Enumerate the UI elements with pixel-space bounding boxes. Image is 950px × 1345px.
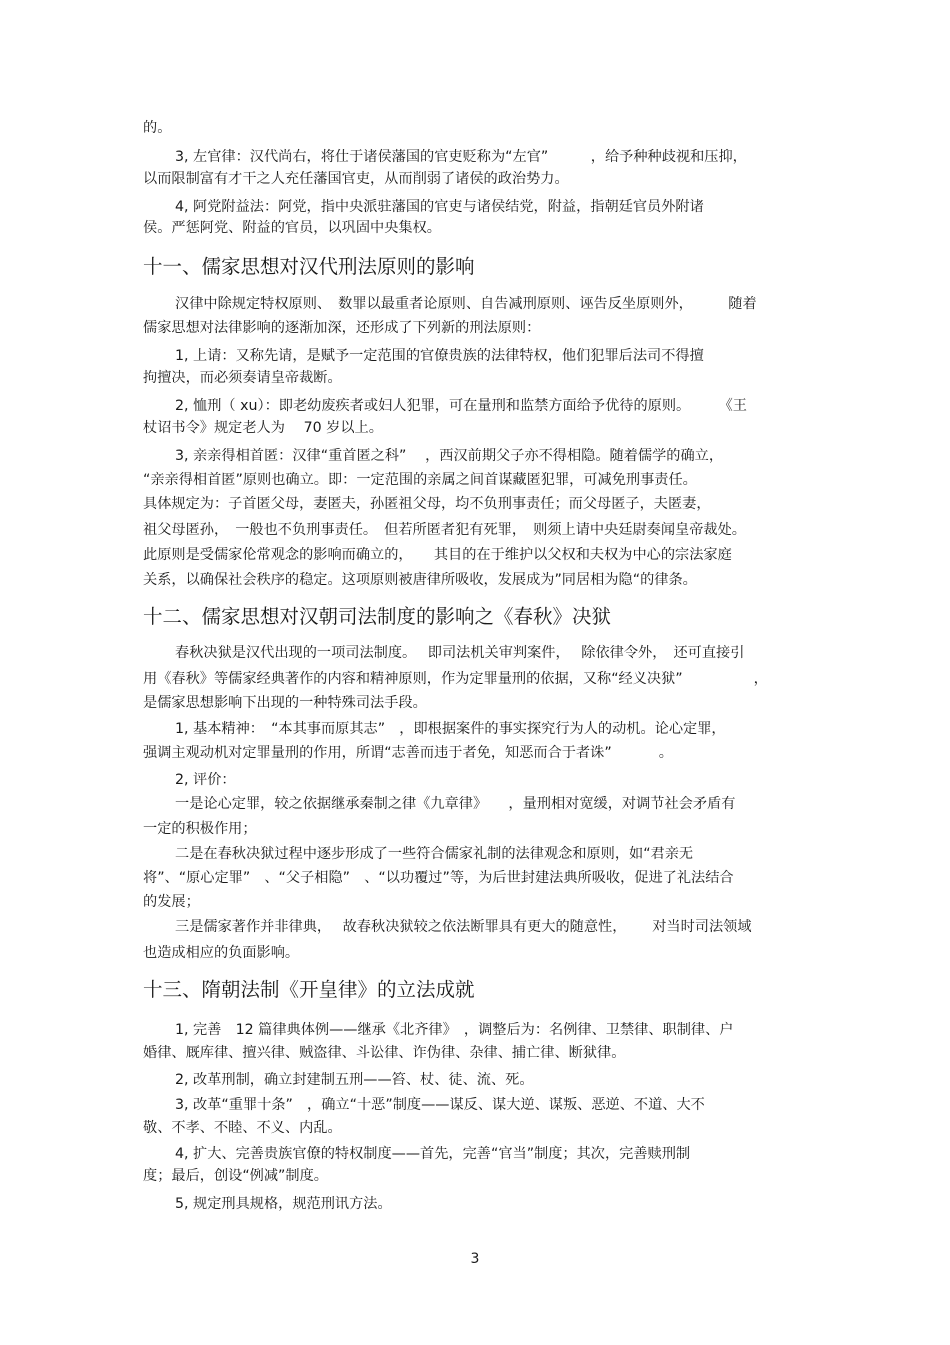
text-line: 一定的积极作用； bbox=[143, 821, 257, 837]
text-line: 2, 评价： bbox=[175, 772, 236, 788]
section-heading: 十三、隋朝法制《开皇律》的立法成就 bbox=[143, 978, 475, 1001]
text-line: 用《春秋》等儒家经典著作的内容和精神原则，作为定罪量刑的依据，又称“经义决狱” ， bbox=[143, 671, 768, 687]
text-line: 强调主观动机对定罪量刑的作用，所谓“志善而违于者免，知恶而合于者诛” 。 bbox=[143, 745, 673, 761]
text-line: 此原则是受儒家伦常观念的影响而确立的， 其目的在于维护以父权和夫权为中心的宗法家庭 bbox=[143, 547, 732, 563]
text-line: 也造成相应的负面影响。 bbox=[143, 945, 300, 961]
text-line: 祖父母匿孙， 一般也不负刑事责任。 但若所匿者犯有死罪， 则须上请中央廷尉奏闻皇帝裁处。 bbox=[143, 522, 746, 538]
text-line: 4, 阿党附益法：阿党，指中央派驻藩国的官吏与诸侯结党，附益，指朝廷官员外附诸 bbox=[175, 199, 704, 215]
text-line: 1, 完善 12 篇律典体例——继承《北齐律》 ，调整后为：名例律、卫禁律、职制律、户 bbox=[175, 1022, 734, 1038]
text-line: 敬、不孝、不睦、不义、内乱。 bbox=[143, 1120, 342, 1136]
text-line: 儒家思想对法律影响的逐渐加深，还形成了下列新的刑法原则： bbox=[143, 320, 541, 336]
text-line: 关系，以确保社会秩序的稳定。这项原则被唐律所吸收，发展成为”同居相为隐“的律条。 bbox=[143, 572, 697, 588]
text-line: 具体规定为：子首匿父母，妻匿夫，孙匿祖父母，均不负刑事责任；而父母匿子，夫匿妻， bbox=[143, 496, 711, 512]
text-line: 3, 改革“重罪十条” ，确立“十恶”制度——谋反、谋大逆、谋叛、恶逆、不道、大不 bbox=[175, 1097, 705, 1113]
text-line: 杖诏书令》规定老人为 70 岁以上。 bbox=[143, 420, 383, 436]
text-line: 婚律、厩库律、擅兴律、贼盗律、斗讼律、诈伪律、杂律、捕亡律、断狱律。 bbox=[143, 1045, 626, 1061]
text-line: 以而限制富有才干之人充任藩国官吏，从而削弱了诸侯的政治势力。 bbox=[143, 171, 569, 187]
text-line: 度；最后，创设“例减”制度。 bbox=[143, 1168, 328, 1184]
text-line: 二是在春秋决狱过程中逐步形成了一些符合儒家礼制的法律观念和原则，如“君亲无 bbox=[175, 846, 694, 862]
text-line: 4, 扩大、完善贵族官僚的特权制度——首先，完善“官当”制度；其次，完善赎刑制 bbox=[175, 1146, 691, 1162]
text-line: 是儒家思想影响下出现的一种特殊司法手段。 bbox=[143, 695, 427, 711]
section-heading: 十一、儒家思想对汉代刑法原则的影响 bbox=[143, 255, 475, 278]
text-line: 2, 改革刑制，确立封建制五刑——笞、杖、徒、流、死。 bbox=[175, 1072, 534, 1088]
text-line: 1, 基本精神： “本其事而原其志” ，即根据案件的事实探究行为人的动机。论心定罪， bbox=[175, 721, 726, 737]
section-heading: 十二、儒家思想对汉朝司法制度的影响之《春秋》决狱 bbox=[143, 605, 612, 628]
text-line: “亲亲得相首匿”原则也确立。即：一定范围的亲属之间首谋藏匿犯罪，可减免刑事责任。 bbox=[143, 472, 697, 488]
text-line: 将”、“原心定罪” 、“父子相隐” 、“以功覆过”等，为后世封建法典所吸收，促进了礼法结合 bbox=[143, 870, 734, 886]
text-line: 侯。严惩阿党、附益的官员，以巩固中央集权。 bbox=[143, 220, 441, 236]
text-line: 三是儒家著作并非律典， 故春秋决狱较之依法断罪具有更大的随意性， 对当时司法领域 bbox=[175, 919, 752, 935]
text-line: 的。 bbox=[143, 120, 172, 136]
text-line: 3, 亲亲得相首匿：汉律“重首匿之科” ，西汉前期父子亦不得相隐。随着儒学的确立， bbox=[175, 448, 724, 464]
text-line: 5, 规定刑具规格，规范刑讯方法。 bbox=[175, 1196, 392, 1212]
text-line: 春秋决狱是汉代出现的一项司法制度。 即司法机关审判案件， 除依律令外， 还可直接引 bbox=[175, 645, 745, 661]
text-line: 2, 恤刑（ xu）：即老幼废疾者或妇人犯罪，可在量刑和监禁方面给予优待的原则。 《王 bbox=[175, 398, 747, 414]
text-line: 一是论心定罪，较之依据继承秦制之律《九章律》 ，量刑相对宽缓，对调节社会矛盾有 bbox=[175, 796, 736, 812]
text-line: 的发展； bbox=[143, 894, 200, 910]
text-line: 3, 左官律：汉代尚右，将仕于诸侯藩国的官吏贬称为“左官” ，给予种种歧视和压抑， bbox=[175, 149, 747, 165]
text-line: 拘擅决，而必须奏请皇帝裁断。 bbox=[143, 370, 342, 386]
text-line: 1, 上请：又称先请，是赋予一定范围的官僚贵族的法律特权，他们犯罪后法司不得擅 bbox=[175, 348, 704, 364]
text-line: 汉律中除规定特权原则、 数罪以最重者论原则、自告减刑原则、诬告反坐原则外， 随着 bbox=[175, 296, 757, 312]
page-number: 3 bbox=[470, 1251, 480, 1267]
